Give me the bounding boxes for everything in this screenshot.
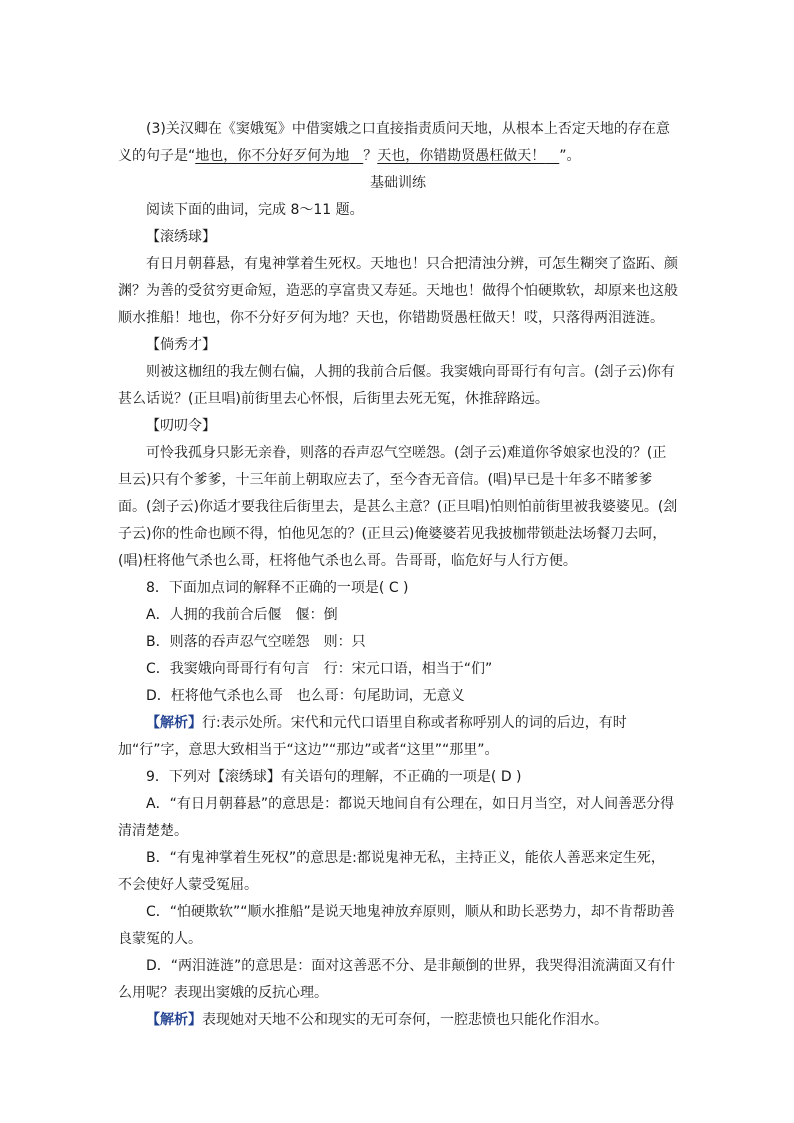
question-8-option-b: B．则落的吞声忍气空嗟怨 则：只 [146,634,366,650]
question-9-option-a: A．“有日月朝暮悬”的意思是：都说天地间自有公理在，如日月当空，对人间善恶分得清清楚楚。 [118,796,675,839]
question-9-stem: 9．下列对【滚绣球】有关语句的理解，不正确的一项是( D ) [146,769,522,785]
verse-text-2: 则被这枷纽的我左侧右偏，人拥的我前合后偃。我窦娥向哥哥行有句言。(刽子云)你有甚么话说？(正旦唱)前街里去心怀恨，后街里去死无冤，休推辞路远。 [118,364,675,407]
intro-post: ”。 [559,148,581,164]
analysis-label: 【解析】 [146,715,202,731]
question-9-option-c: C．“怕硬欺软”“顺水推船”是说天地鬼神放弃原则，顺从和助长恶势力，却不肯帮助善良蒙冤的人。 [118,904,675,947]
intro-mid: ？ [363,148,378,164]
intro-text: (3)关汉卿在《窦娥冤》中借窦娥之口直接指责质问天地，从根本上否定天地的存在意义的句子是“ [118,121,670,164]
question-8-option-a: A．人拥的我前合后偃 偃：倒 [146,607,338,623]
answer-blank-2: 天也，你错勘贤愚枉做天！ [377,148,546,164]
intro-paragraph [118,116,678,170]
verse-tag-1: 【滚绣球】 [146,229,216,245]
question-8-stem: 8．下面加点词的解释不正确的一项是( C ) [146,580,409,596]
question-9-option-b: B．“有鬼神掌着生死权”的意思是:都说鬼神无私，主持正义，能依人善恶来定生死，不会使好人蒙受冤屈。 [118,850,665,893]
question-9-analysis [118,1007,678,1034]
section-title: 基础训练 [370,175,426,191]
verse-tag-2: 【倘秀才】 [146,337,216,353]
instruction: 阅读下面的曲词，完成 8～11 题。 [146,202,364,218]
analysis-text: 行:表示处所。宋代和元代口语里自称或者称呼别人的词的后边，有时加“行”字，意思大致相当于“这边”“那边”或者“这里”“那里”。 [118,715,627,758]
verse-text-3: 可怜我孤身只影无亲眷，则落的吞声忍气空嗟怨。(刽子云)难道你爷娘家也没的？(正旦云)只有个爹爹，十三年前上朝取应去了，至今杳无音信。(唱)早已是十年多不睹爹爹面。(刽子云)你适才要我往后街里去，是甚么主意？(正旦唱)怕则怕前街里被我婆婆见。(刽子云)你的性命也顾不得，怕他见怎的？(正旦云)俺婆婆若见我披枷带锁赴法场餐刀去呵，(唱)枉将他气杀也么哥，枉将他气杀也么哥。告哥哥，临危好与人行方便。 [118,445,678,569]
question-8-option-c: C．我窦娥向哥哥行有句言 行：宋元口语，相当于“们” [146,661,493,677]
answer-blank-1: 地也，你不分好歹何为地 [195,148,350,164]
verse-tag-3: 【叨叨令】 [146,418,216,434]
document-body [118,116,678,1034]
question-8-analysis [118,710,678,764]
question-9-option-d: D．“两泪涟涟”的意思是：面对这善恶不分、是非颠倒的世界，我哭得泪流满面又有什么用呢？表现出窦娥的反抗心理。 [118,958,676,1001]
question-8-option-d: D．枉将他气杀也么哥 也么哥：句尾助词，无意义 [146,688,465,704]
analysis-text: 表现她对天地不公和现实的无可奈何，一腔悲愤也只能化作泪水。 [202,1012,608,1028]
verse-text-1: 有日月朝暮悬，有鬼神掌着生死权。天地也！只合把清浊分辨，可怎生糊突了盗跖、颜渊？为善的受贫穷更命短，造恶的享富贵又寿延。天地也！做得个怕硬欺软，却原来也这般顺水推船！地也，你不分好歹何为地？天也，你错勘贤愚枉做天！哎，只落得两泪涟涟。 [118,256,678,326]
analysis-label: 【解析】 [146,1012,202,1028]
